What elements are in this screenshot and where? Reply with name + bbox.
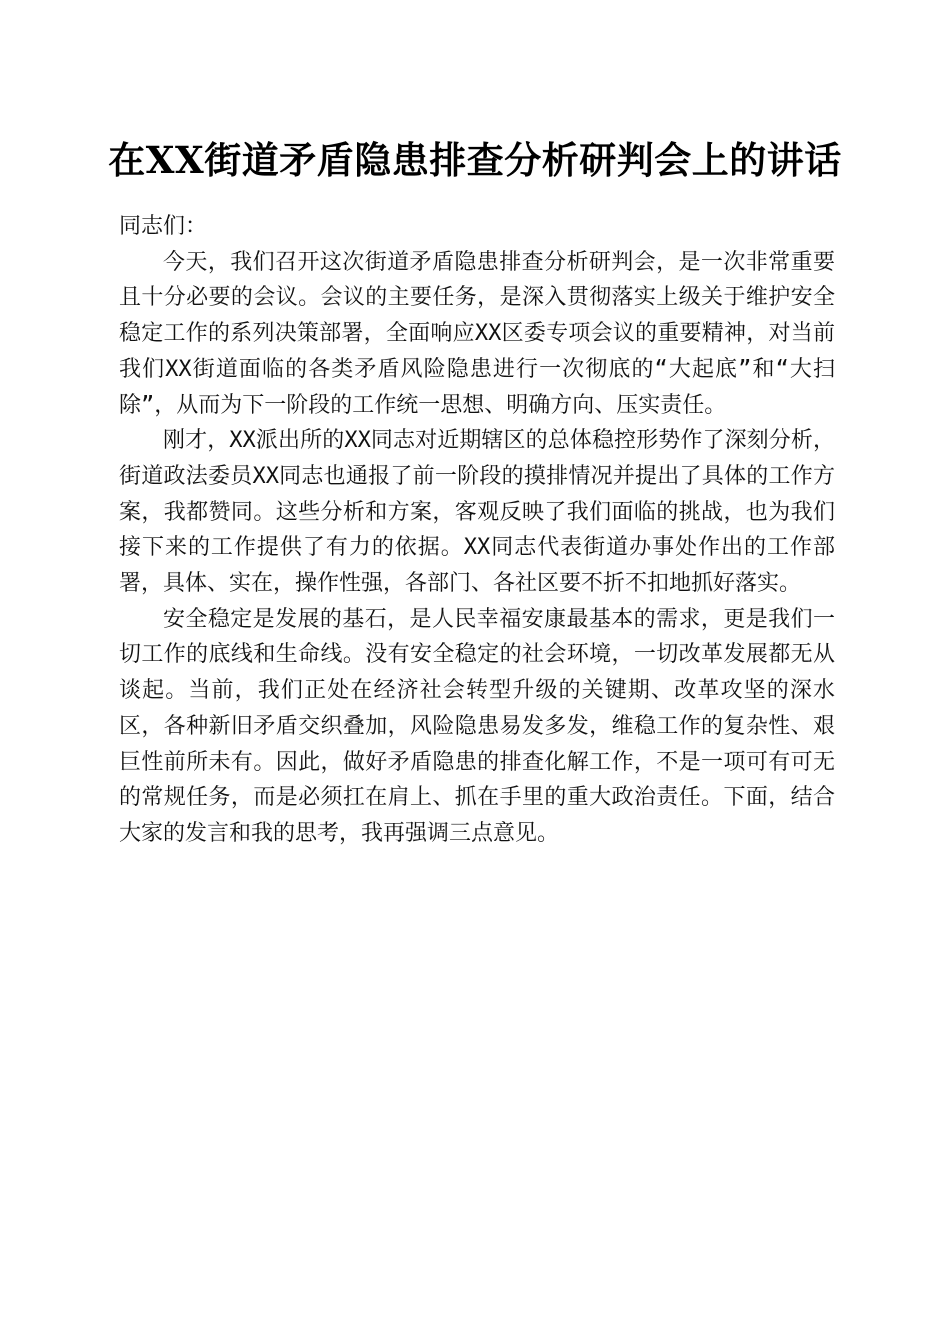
- paragraph-3: 安全稳定是发展的基石，是人民幸福安康最基本的需求，更是我们一切工作的底线和生命线。没有安全稳定的社会环境，一切改革发展都无从谈起。当前，我们正处在经济社会转型升级的关键期、改革攻坚的深水区，各种新旧矛盾交织叠加，风险隐患易发多发，维稳工作的复杂性、艰巨性前所未有。因此，做好矛盾隐患的排查化解工作，不是一项可有可无的常规任务，而是必须扛在肩上、抓在手里的重大政治责任。下面，结合大家的发言和我的思考，我再强调三点意见。: [119, 606, 835, 846]
- salutation: 同志们：: [119, 214, 208, 239]
- document-body: [119, 209, 835, 852]
- paragraph-1: 今天，我们召开这次街道矛盾隐患排查分析研判会，是一次非常重要且十分必要的会议。会议的主要任务，是深入贯彻落实上级关于维护安全稳定工作的系列决策部署，全面响应XX区委专项会议的重要精神，对当前我们XX街道面临的各类矛盾风险隐患进行一次彻底的“大起底”和“大扫除”，从而为下一阶段的工作统一思想、明确方向、压实责任。: [119, 249, 835, 418]
- paragraph-2: 刚才，XX派出所的XX同志对近期辖区的总体稳控形势作了深刻分析，街道政法委员XX同志也通报了前一阶段的摸排情况并提出了具体的工作方案，我都赞同。这些分析和方案，客观反映了我们面临的挑战，也为我们接下来的工作提供了有力的依据。XX同志代表街道办事处作出的工作部署，具体、实在，操作性强，各部门、各社区要不折不扣地抓好落实。: [119, 428, 835, 597]
- document-title: 在XX街道矛盾隐患排查分析研判会上的讲话: [108, 138, 842, 182]
